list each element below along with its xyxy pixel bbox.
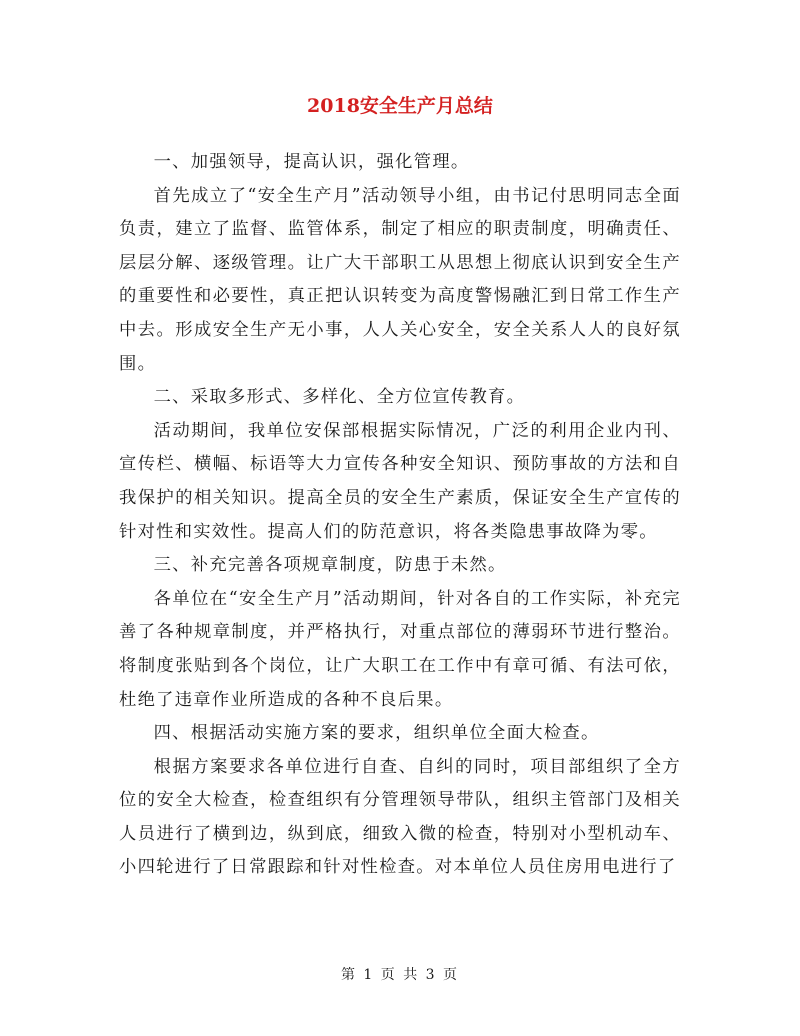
document-body [119,146,681,885]
section-heading-1: 一、加强领导，提高认识，强化管理。 [153,152,470,172]
section-heading-4: 四、根据活动实施方案的要求，组织单位全面大检查。 [153,723,600,744]
paragraph: 根据方案要求各单位进行自查、自纠的同时，项目部组织了全方位的安全大检查，检查组织有分管理领导带队，组织主管部门及相关人员进行了横到边，纵到底，细致入微的检查，特别对小型机动车、小四轮进行了日常跟踪和针对性检查。对本单位人员住房用电进行了 [119,756,681,878]
paragraph: 首先成立了“安全生产月”活动领导小组，由书记付思明同志全面负责，建立了监督、监管体系，制定了相应的职责制度，明确责任、层层分解、逐级管理。让广大干部职工从思想上彻底认识到安全生产的重要性和必要性，真正把认识转变为高度警惕融汇到日常工作生产中去。形成安全生产无小事，人人关心安全，安全关系人人的良好氛围。 [119,185,681,374]
section-heading-2: 二、采取多形式、多样化、全方位宣传教育。 [153,387,526,408]
document-title: 2018安全生产月总结 [307,95,493,117]
page-number-footer: 第 1 页 共 3 页 [340,967,460,983]
paragraph: 活动期间，我单位安保部根据实际情况，广泛的利用企业内刊、宣传栏、横幅、标语等大力宣传各种安全知识、预防事故的方法和自我保护的相关知识。提高全员的安全生产素质，保证安全生产宣传的针对性和实效性。提高人们的防范意识，将各类隐患事故降为零。 [119,420,681,542]
section-heading-3: 三、补充完善各项规章制度，防患于未然。 [153,555,507,576]
paragraph: 各单位在“安全生产月”活动期间，针对各自的工作实际，补充完善了各种规章制度，并严格执行，对重点部位的薄弱环节进行整治。将制度张贴到各个岗位，让广大职工在工作中有章可循、有法可依，杜绝了违章作业所造成的各种不良后果。 [119,588,681,710]
